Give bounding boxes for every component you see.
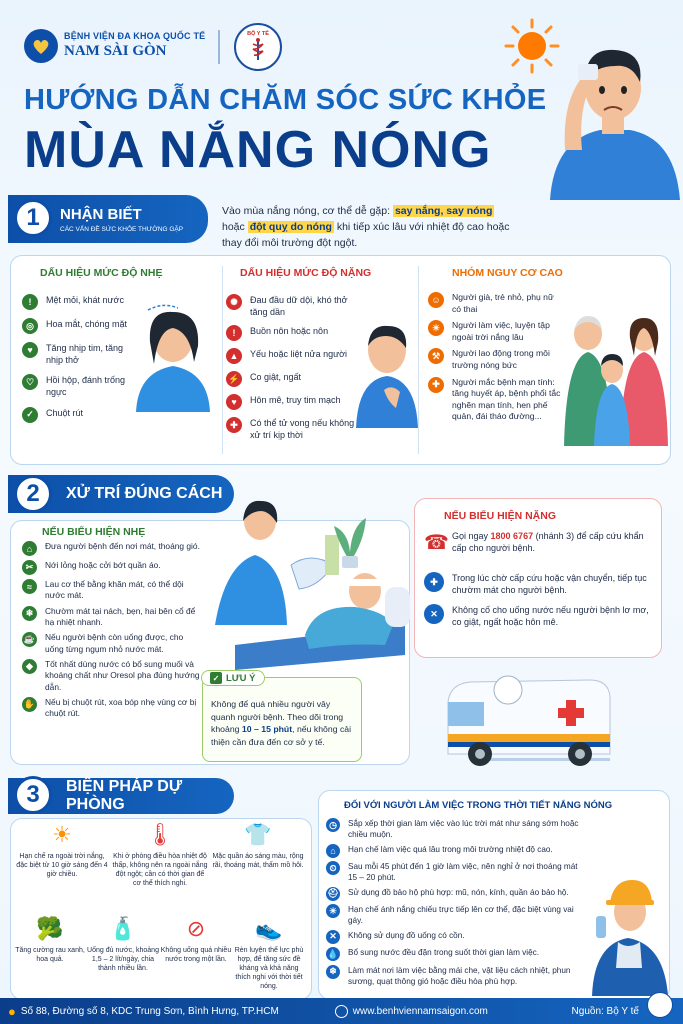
workers-list (326, 818, 588, 991)
list-item-text: Hồi hộp, đánh trống ngực (46, 375, 126, 398)
section3-number: 3 (14, 776, 52, 814)
footer-address: Số 88, Đường số 8, KDC Trung Sơn, Bình Hưng, TP.HCM (20, 1005, 279, 1017)
list-item-text: Buồn nôn hoặc nôn (250, 326, 329, 337)
list-item-text: Đau đầu dữ dội, khó thở tăng dần (250, 295, 348, 318)
intro-text-b: hoặc (222, 220, 248, 233)
section1-intro (222, 204, 522, 251)
outdoor-icon: ☀ (428, 320, 444, 336)
list-item (226, 348, 366, 364)
water-cup-icon: ☕ (22, 632, 37, 647)
list-item (428, 377, 562, 423)
emergency-call-item (424, 530, 654, 555)
main-title-line2: MÙA NẮNG NÓNG (24, 121, 492, 179)
list-item-text: Chườm mát tại nách, bẹn, hai bên cổ để hạ nhiệt nhanh. (45, 605, 196, 628)
worker-drinking-illustration (588, 872, 670, 996)
hospital-name-line1: BỆNH VIỆN ĐA KHOA QUỐC TẾ (64, 31, 206, 41)
fatigue-icon: ! (22, 294, 38, 310)
protective-gear-icon: ⛑ (326, 887, 340, 901)
list-item (22, 374, 134, 398)
limit-icon: ⌂ (326, 844, 340, 858)
list-item-text: Sử dụng đồ bảo hộ phù hợp: mũ, nón, kính, quần áo bảo hộ. (348, 887, 569, 897)
list-item (22, 579, 202, 602)
list-item-text: Hạn chế ánh nắng chiếu trực tiếp lên cơ thể, đặc biệt vùng vai gáy. (348, 905, 574, 926)
phone-icon: ☎ (424, 532, 449, 554)
prevention-tip (14, 916, 86, 964)
list-item-text: Lau cơ thể bằng khăn mát, có thể dội nước mát. (45, 579, 184, 601)
list-item-text: Người mắc bệnh mạn tính: tăng huyết áp, bệnh phổi tắc nghẽn mạn tính, hen phế quản, đái tháo đường... (452, 376, 561, 422)
list-item (326, 861, 588, 883)
list-item (326, 818, 588, 840)
prevention-tip (14, 822, 110, 879)
cooling-icon: ✚ (424, 572, 444, 592)
list-item (424, 604, 654, 628)
list-item (428, 292, 562, 315)
list-item-text: Hôn mê, truy tim mạch (250, 395, 341, 406)
list-item (428, 348, 562, 371)
hospital-logo-icon (24, 29, 58, 63)
prevention-tip-text: Hạn chế ra ngoài trời nắng, đặc biệt từ 10 giờ sáng đến 4 giờ chiều. (16, 853, 108, 879)
section2-title: XỬ TRÍ ĐÚNG CÁCH (66, 485, 223, 502)
list-item (226, 325, 366, 341)
ambulance-illustration (440, 662, 622, 774)
list-item (326, 904, 588, 926)
list-item-text: Tăng nhịp tim, tăng nhịp thở (46, 343, 124, 366)
note-text-a: Không để quá nhiều người vây quanh người bệnh. Theo dõi trong khoảng (211, 699, 344, 735)
sun-shield-icon: ☀ (326, 904, 340, 918)
vegetables-icon: 🥦 (36, 916, 64, 941)
list-item-text: Yếu hoặc liệt nửa người (250, 349, 348, 360)
no-water-icon: ✕ (424, 604, 444, 624)
list-item (22, 407, 134, 423)
list-item (22, 294, 134, 310)
note-box (202, 672, 362, 762)
list-item (22, 659, 202, 693)
prevention-tip (112, 822, 208, 888)
prevention-tip (233, 916, 305, 991)
checklist-icon: ✓ (210, 672, 222, 684)
list-item-text: Người lao động trong môi trường nóng bức (452, 348, 550, 370)
footer (0, 998, 683, 1024)
main-title-line1: HƯỚNG DẪN CHĂM SÓC SỨC KHỎE (24, 84, 547, 116)
list-item-text: Nếu bị chuột rút, xoa bóp nhẹ vùng cơ bị chuột rút. (45, 697, 197, 719)
dizzy-woman-illustration (128, 302, 218, 412)
elderly-icon: ☺ (428, 292, 444, 308)
note-text (211, 698, 355, 748)
prevention-tip-text: Mặc quần áo sáng màu, rộng rãi, thoáng mát, thấm mồ hôi. (212, 853, 304, 870)
call-text-a: Gọi ngay (452, 531, 491, 541)
hot-man-illustration (540, 30, 683, 200)
note-time: 10 – 15 phút (241, 724, 293, 735)
intro-highlight-heatstroke: say nắng, say nóng (394, 205, 493, 217)
list-item (22, 560, 202, 575)
list-item-text: Không sử dụng đồ uống có cồn. (348, 930, 465, 940)
list-item (22, 606, 202, 629)
cramp-icon: ✓ (22, 407, 38, 423)
nausea-icon: ! (226, 325, 242, 341)
treat-mild-title: NẾU BIỂU HIỆN NHẸ (42, 526, 146, 538)
sun-icon: ☀ (52, 822, 72, 847)
treat-severe-title: NẾU BIỂU HIỆN NẶNG (444, 510, 557, 522)
list-item-text: Hoa mắt, chóng mặt (46, 319, 128, 329)
list-item-text: Sau mỗi 45 phút đến 1 giờ làm việc, nên nghỉ ở nơi thoáng mát 15 – 20 phút. (348, 862, 578, 883)
ministry-footer-emblem-icon (647, 992, 673, 1018)
workers-title: ĐỐI VỚI NGƯỜI LÀM VIỆC TRONG THỜI TIẾT NẮNG NÓNG (344, 800, 613, 811)
family-illustration (560, 308, 670, 446)
intro-highlight-stroke: đột quỵ do nóng (249, 220, 332, 233)
cold-pack-icon: ❄ (22, 606, 37, 621)
list-item-text: Làm mát nơi làm việc bằng mái che, vật liệu cách nhiệt, phun sương, quạt thông gió hoặc điều hòa phù hợp. (348, 965, 571, 986)
risk-group-list (428, 292, 562, 428)
list-item-text: Chuột rút (46, 407, 84, 418)
danger-icon: ✚ (226, 417, 242, 433)
dizzy-icon: ◎ (22, 318, 38, 334)
weakness-icon: ▲ (226, 348, 242, 364)
oresol-icon: ◆ (22, 659, 37, 674)
thermometer-ac-icon: 🌡 (146, 822, 174, 847)
section1-title: NHẬN BIẾT (60, 205, 142, 223)
call-text-b: (nhánh 3) để cấp cứu khẩn cấp cho người bệnh. (452, 531, 644, 554)
location-pin-icon: ● (8, 1003, 16, 1019)
plant-decoration-icon (328, 512, 372, 568)
water-bottle-icon: 🧴 (109, 916, 137, 941)
ministry-label: BỘ Y TẾ (247, 31, 269, 37)
list-item-text: Co giật, ngất (250, 372, 302, 383)
section1-number: 1 (14, 199, 52, 237)
prevention-tip-text: Tăng cường rau xanh, hoa quả. (15, 947, 85, 964)
worker-icon: ⚒ (428, 348, 444, 364)
sneaker-icon: 👟 (255, 916, 283, 941)
no-alcohol-icon: ✕ (326, 930, 340, 944)
list-item (326, 930, 588, 944)
treat-severe-list (424, 572, 654, 637)
list-item (226, 294, 366, 318)
severe-signs-title: DẤU HIỆU MỨC ĐỘ NẶNG (240, 267, 372, 279)
list-item-text: Có thể tử vong nếu không xử trí kịp thời (250, 418, 355, 441)
intro-text-a: Vào mùa nắng nóng, cơ thể dễ gặp: (222, 205, 393, 217)
list-item (22, 342, 134, 366)
section3-title: BIỆN PHÁP DỰ PHÒNG (66, 778, 183, 813)
cooling-fan-icon: ❄ (326, 965, 340, 979)
sick-man-illustration (354, 318, 420, 428)
list-item-text: Mệt mỏi, khát nước (46, 295, 124, 305)
list-item-text: Trong lúc chờ cấp cứu hoặc vận chuyển, tiếp tục chườm mát cho người bệnh. (452, 573, 647, 596)
loosen-clothes-icon: ✂ (22, 560, 37, 575)
list-item (22, 632, 202, 655)
prevention-tip (210, 822, 306, 870)
list-item-text: Người làm việc, luyện tập ngoài trời nắng lâu (452, 320, 550, 342)
list-item (326, 947, 588, 961)
caregiver-fan-illustration (215, 495, 410, 675)
tshirt-icon: 👕 (244, 822, 272, 847)
list-item-text: Nới lỏng hoặc cởi bớt quần áo. (45, 560, 161, 570)
heartbeat-icon: ♡ (22, 374, 38, 390)
prevention-tip-text: Uống đủ nước, khoảng 1,5 – 2 lít/ngày, chia thành nhiều lần. (87, 947, 159, 973)
towel-icon: ≈ (22, 579, 37, 594)
list-item (326, 844, 588, 858)
list-item-text: Bổ sung nước đều đặn trong suốt thời gian làm việc. (348, 948, 539, 958)
list-item (226, 371, 366, 387)
note-title-label: LƯU Ý (226, 672, 256, 684)
coma-icon: ♥ (226, 394, 242, 410)
footer-source: Nguồn: Bộ Y tế (571, 1005, 639, 1017)
schedule-icon: ◷ (326, 818, 340, 832)
list-item-text: Sắp xếp thời gian làm việc vào lúc trời mát như sáng sớm hoặc chiều muộn. (348, 819, 579, 840)
footer-website[interactable]: www.benhviennamsaigon.com (352, 1005, 488, 1017)
note-title (201, 670, 265, 686)
list-item-text: Đưa người bệnh đến nơi mát, thoáng gió. (45, 541, 200, 551)
headache-icon: ✺ (226, 294, 242, 310)
heart-rate-icon: ♥ (22, 342, 38, 358)
rest-icon: ⏲ (326, 861, 340, 875)
list-item (424, 572, 654, 596)
mild-signs-title: DẤU HIỆU MỨC ĐỘ NHẸ (40, 267, 163, 279)
list-item-text: Người già, trẻ nhỏ, phụ nữ có thai (452, 292, 554, 314)
list-item-text: Tốt nhất dùng nước có bổ sung muối và khoáng chất như Oresol pha đúng hướng dẫn. (45, 659, 200, 692)
intro-text-c: khi tiếp xúc lâu với nhiệt độ cao hoặc thay đổi môi trường đột ngột. (222, 220, 510, 249)
list-item (326, 887, 588, 901)
prevention-tip (87, 916, 159, 973)
massage-icon: ✋ (22, 697, 37, 712)
list-item (428, 320, 562, 343)
seizure-icon: ⚡ (226, 371, 242, 387)
list-item (226, 417, 366, 441)
chronic-disease-icon: ✚ (428, 377, 444, 393)
header-divider (218, 30, 220, 64)
col-divider (222, 266, 223, 454)
prevention-tip-text: Khi ở phòng điều hòa nhiệt độ thấp, không nên ra ngoài nắng đột ngột; cần có thời gian để cơ thể thích nghi. (112, 853, 208, 888)
ministry-emblem-icon (234, 23, 282, 71)
list-item (226, 394, 366, 410)
hospital-name-line2: NAM SÀI GÒN (64, 43, 167, 59)
list-item-text: Hạn chế làm việc quá lâu trong môi trường nhiệt độ cao. (348, 844, 553, 854)
emergency-phone-number[interactable]: 1800 6767 (490, 531, 534, 541)
severe-signs-list (226, 294, 366, 449)
section2-number: 2 (14, 475, 52, 513)
list-item (326, 965, 588, 987)
no-overdrink-icon: ⊘ (186, 916, 206, 941)
list-item (22, 697, 202, 720)
note-text-c: , nếu không cải thiện cần đưa đến cơ sở y tế. (211, 724, 352, 747)
risk-group-title: NHÓM NGUY CƠ CAO (452, 267, 563, 279)
globe-icon (335, 1005, 348, 1018)
list-item (22, 541, 202, 556)
shade-icon: ⌂ (22, 541, 37, 556)
prevention-tip-text: Không uống quá nhiều nước trong một lần. (160, 947, 232, 964)
prevention-tip (160, 916, 232, 964)
list-item-text: Không cố cho uống nước nếu người bệnh lơ mơ, co giật, ngất hoặc hôn mê. (452, 605, 649, 628)
treat-mild-list (22, 541, 202, 724)
list-item (22, 318, 134, 334)
prevention-tip-text: Rèn luyện thể lực phù hợp, để tăng sức đề kháng và khả năng thích nghi với thời tiết nóng. (234, 947, 304, 991)
section1-subtitle: CÁC VẤN ĐỀ SỨC KHỎE THƯỜNG GẶP (60, 225, 184, 233)
hydration-icon: 💧 (326, 947, 340, 961)
list-item-text: Nếu người bệnh còn uống được, cho uống từng ngụm nhỏ nước mát. (45, 632, 184, 654)
mild-signs-list (22, 294, 134, 431)
